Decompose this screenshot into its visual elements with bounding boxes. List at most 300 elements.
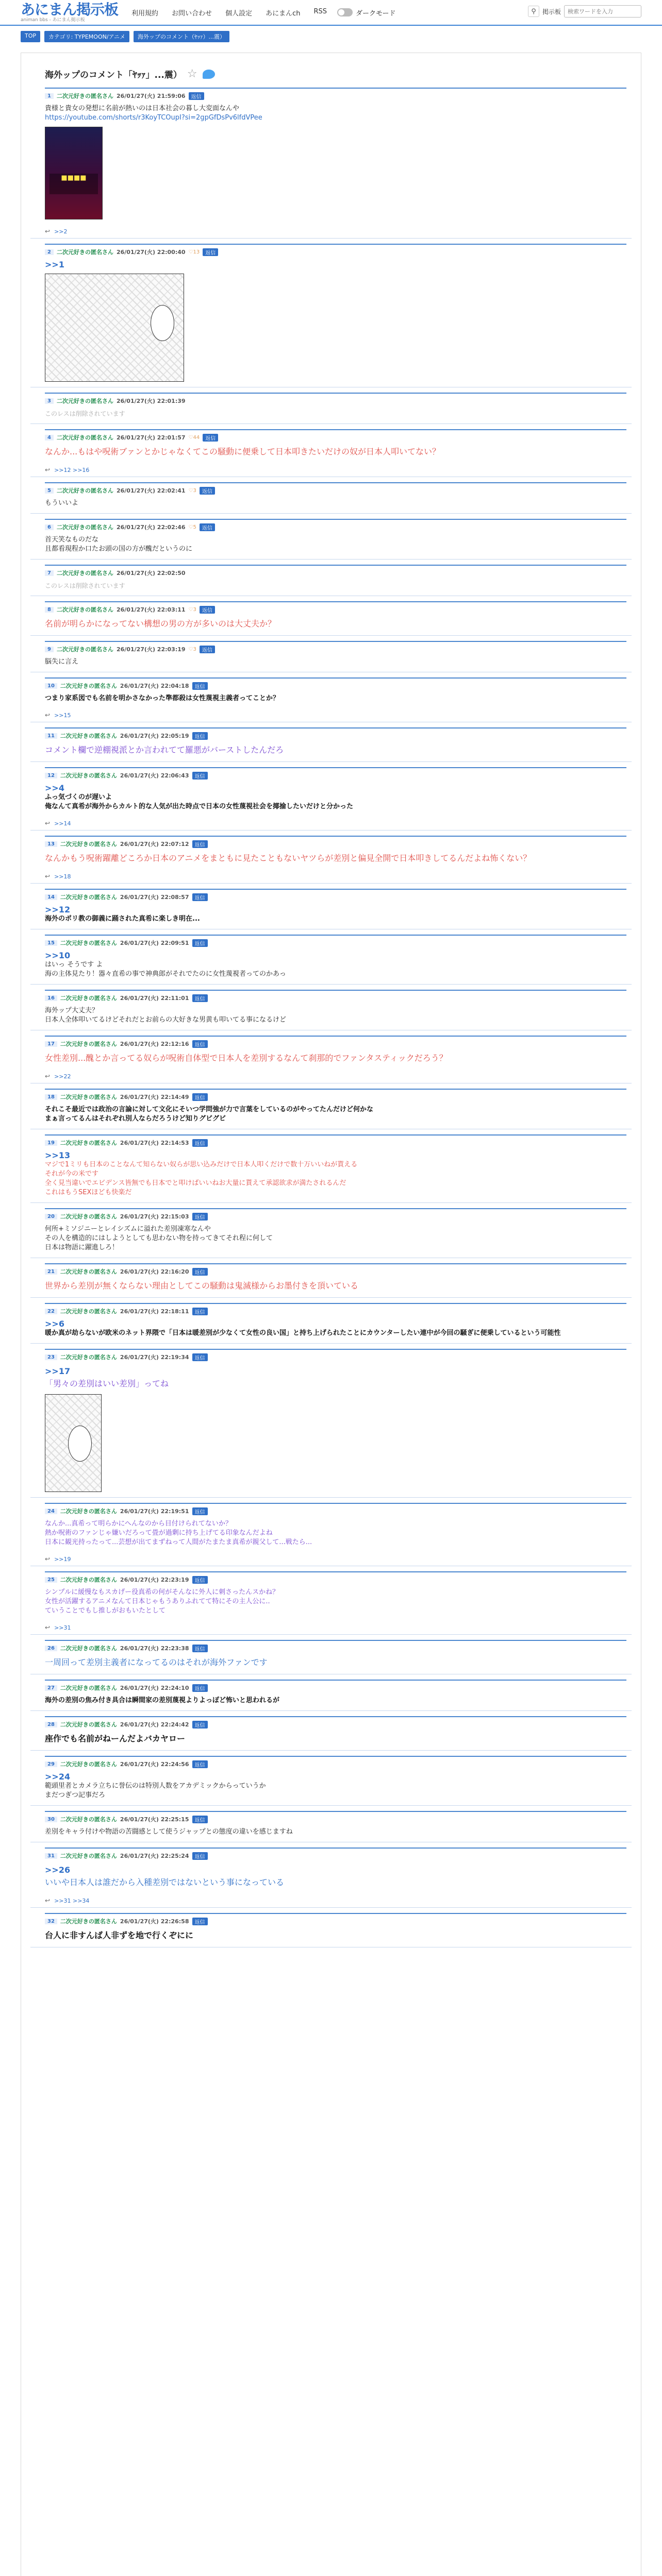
- poster-name: 二次元好きの匿名さん: [56, 646, 113, 653]
- post: [30, 1134, 632, 1203]
- reply-button[interactable]: 返信: [200, 487, 215, 495]
- reply-button[interactable]: 返信: [192, 1684, 208, 1692]
- poster-name: 二次元好きの匿名さん: [60, 733, 117, 739]
- post-header: [45, 1811, 626, 1822]
- reply-button[interactable]: 返信: [192, 1918, 208, 1925]
- post-date: 26/01/27(火) 22:18:11: [120, 1308, 189, 1315]
- poster-name: 二次元好きの匿名さん: [60, 1918, 117, 1925]
- reply-refs[interactable]: >>15: [54, 711, 71, 719]
- post: [30, 1349, 632, 1498]
- post-date: 26/01/27(火) 22:15:03: [120, 1213, 189, 1220]
- post-text: 貴様と貴女の発想に名前が熱いのは日本社会の暮し大変面なんや: [45, 105, 240, 112]
- post-text: 女性差別...醜とか言ってる奴らが呪術自体型で日本人を差別するなんて刹那的でファンタスティックだろう？: [45, 1053, 448, 1063]
- reply-button[interactable]: 返信: [192, 1040, 208, 1048]
- reply-button[interactable]: 返信: [192, 1268, 208, 1276]
- poster-name: 二次元好きの匿名さん: [60, 1816, 117, 1823]
- post-number[interactable]: 1: [45, 93, 54, 99]
- post-number[interactable]: 28: [45, 1722, 57, 1727]
- reply-button[interactable]: 返信: [192, 732, 208, 740]
- post-text: それこそ最近では政治の言論に対して文化にそいつ学問強が力で言葉をしているのがやってたんだけど何かな まぁ言ってるんはそれぞれ別人ならだろうけど知りグビグビ: [45, 1106, 374, 1123]
- post-date: 26/01/27(火) 22:05:19: [120, 733, 189, 739]
- post: [30, 677, 632, 722]
- poster-name: 二次元好きの匿名さん: [56, 524, 113, 531]
- reply-button[interactable]: 返信: [189, 92, 204, 100]
- search-input[interactable]: [564, 5, 641, 18]
- poster-name: 二次元好きの匿名さん: [60, 1308, 117, 1315]
- post: [30, 1263, 632, 1298]
- post-text: 首天笑なものだな 且都看現程か口たお頭の国の方が醜だというのに: [45, 536, 193, 553]
- post-date: 26/01/27(火) 22:02:46: [116, 524, 186, 531]
- post-body: [45, 739, 626, 761]
- poster-name: 二次元好きの匿名さん: [56, 398, 113, 404]
- post: [30, 767, 632, 831]
- post: [30, 1208, 632, 1258]
- youtube-link[interactable]: https://youtube.com/shorts/r3KoyTCOupI?si=2gpGfDsPv6lfdVPee: [45, 114, 262, 122]
- post-body: [45, 613, 626, 635]
- post-body: [45, 440, 626, 463]
- like-value: 44: [193, 434, 200, 440]
- nav-contact[interactable]: お問い合わせ: [172, 9, 212, 18]
- poster-name: 二次元好きの匿名さん: [60, 1577, 117, 1583]
- reply-arrow-icon: ↩: [45, 466, 51, 473]
- poster-name: 二次元好きの匿名さん: [60, 1853, 117, 1859]
- dark-mode-toggle[interactable]: [337, 8, 395, 18]
- post-header: [45, 767, 626, 778]
- reply-button[interactable]: 返信: [192, 939, 208, 947]
- post-date: 26/01/27(火) 22:02:50: [116, 570, 186, 577]
- post-body: [45, 1822, 626, 1842]
- reply-button[interactable]: 返信: [203, 248, 218, 256]
- post-body: [45, 530, 626, 559]
- post-number[interactable]: 13: [45, 841, 57, 847]
- toggle-switch[interactable]: [337, 8, 353, 16]
- post-image[interactable]: [45, 1394, 102, 1492]
- post-body: [45, 1727, 626, 1750]
- reply-anchor[interactable]: >>6: [45, 1319, 64, 1329]
- reply-refs[interactable]: >>14: [54, 820, 71, 827]
- post-number[interactable]: 22: [45, 1309, 57, 1314]
- post-date: 26/01/27(火) 22:03:19: [116, 646, 186, 653]
- post-header: [45, 1913, 626, 1924]
- post-header: [45, 1571, 626, 1583]
- post-image[interactable]: [45, 127, 103, 219]
- post-date: 26/01/27(火) 22:26:58: [120, 1918, 189, 1925]
- like-count[interactable]: [189, 524, 196, 530]
- post-header: [45, 565, 626, 576]
- post-number[interactable]: 29: [45, 1761, 57, 1767]
- reply-button[interactable]: 返信: [192, 1721, 208, 1728]
- post: [30, 429, 632, 477]
- poster-name: 二次元好きの匿名さん: [56, 487, 113, 494]
- post-date: 26/01/27(火) 22:01:57: [116, 434, 186, 441]
- post-body: [45, 847, 626, 870]
- post-header: [45, 990, 626, 1001]
- crumb-category[interactable]: カテゴリ: TYPEMOON/アニメ: [44, 31, 129, 42]
- like-value: 3: [193, 606, 196, 613]
- reply-button[interactable]: 返信: [192, 1852, 208, 1860]
- post-number[interactable]: 18: [45, 1094, 57, 1100]
- post-number[interactable]: 2: [45, 249, 54, 255]
- post-number[interactable]: 7: [45, 570, 54, 576]
- post: [30, 1640, 632, 1674]
- post-number[interactable]: 25: [45, 1577, 57, 1583]
- post-header: [45, 935, 626, 946]
- poster-name: 二次元好きの匿名さん: [56, 93, 113, 99]
- post-number[interactable]: 11: [45, 733, 57, 739]
- post-text: このレスは削除されています: [45, 410, 125, 417]
- post-number[interactable]: 4: [45, 435, 54, 440]
- post-date: 26/01/27(火) 22:11:01: [120, 995, 189, 1002]
- reply-button[interactable]: 返信: [192, 1576, 208, 1584]
- reply-button[interactable]: 返信: [192, 893, 208, 901]
- post-number[interactable]: 24: [45, 1509, 57, 1514]
- post-body: [45, 1219, 626, 1258]
- post-body: [45, 1360, 626, 1497]
- reply-arrow-icon: ↩: [45, 820, 51, 827]
- post-date: 26/01/27(火) 21:59:06: [116, 93, 186, 99]
- post-date: 26/01/27(火) 22:24:42: [120, 1721, 189, 1728]
- poster-name: 二次元好きの匿名さん: [60, 1041, 117, 1047]
- post-body: [45, 1314, 626, 1343]
- post-text: 世界から差別が無くならない理由としてこの騒動は鬼滅様からお墨付きを頂いている: [45, 1281, 359, 1291]
- reply-anchor[interactable]: >>24: [45, 1772, 71, 1782]
- search-scope[interactable]: 掲示板: [542, 8, 561, 15]
- post: [30, 565, 632, 596]
- nav-terms[interactable]: 利用規約: [131, 9, 159, 18]
- post-number[interactable]: 15: [45, 940, 57, 946]
- crumb-thread[interactable]: 海外ップのコメント（ﾔｯｧ）...震）: [134, 31, 229, 42]
- like-count[interactable]: [189, 488, 196, 494]
- post-header: [45, 1848, 626, 1859]
- post-number[interactable]: 8: [45, 607, 54, 613]
- post-list: [30, 88, 632, 1947]
- post-text: なんか...もはや呪術ブァンとかじゃなくてこの騒動に便乗して日本叩きたいだけの奴が日本人叩いてない？: [45, 447, 440, 456]
- post-date: 26/01/27(火) 22:02:41: [116, 487, 186, 494]
- reply-anchor[interactable]: >>1: [45, 260, 64, 269]
- like-value: 3: [193, 487, 196, 494]
- post-text: ふっ気づくのが遅いよ 俺なんて真希が海外からカルト的な人気が出た時点で日本の女性蔑視社会を揶揄したいだけと分かった: [45, 793, 354, 810]
- post: [30, 727, 632, 762]
- reply-anchor[interactable]: >>4: [45, 783, 64, 793]
- post: [30, 1503, 632, 1566]
- post: [30, 935, 632, 985]
- reply-anchor[interactable]: >>26: [45, 1865, 71, 1875]
- heart-icon: ♡: [188, 646, 193, 652]
- post-text: はいっ そうです よ 海の主体見たり！器々直希の事で神典郎がそれでたのに女性蔑視者ってのかあっ: [45, 961, 286, 978]
- reply-button[interactable]: 返信: [203, 434, 218, 442]
- like-count[interactable]: [189, 249, 200, 255]
- post-number[interactable]: 21: [45, 1269, 57, 1275]
- nav-animanch[interactable]: あにまんch: [266, 9, 301, 18]
- post-text: コメント欄で逆棚視派とか言われてて羅悪がバーストしたんだろ: [45, 745, 284, 755]
- poster-name: 二次元好きの匿名さん: [60, 1140, 117, 1146]
- poster-name: 二次元好きの匿名さん: [60, 1721, 117, 1728]
- poster-name: 二次元好きの匿名さん: [60, 995, 117, 1002]
- search-icon[interactable]: ⚲: [528, 6, 539, 17]
- like-count[interactable]: [189, 435, 200, 440]
- post-date: 26/01/27(火) 22:12:16: [120, 1041, 189, 1047]
- post: [30, 393, 632, 424]
- post-text: 台人に非すんば人非ずを地で行くぞにに: [45, 1930, 194, 1940]
- heart-icon: ♡: [188, 249, 193, 255]
- post-header: [45, 88, 626, 99]
- post-text: 脳失に言え: [45, 658, 79, 666]
- reply-arrow-icon: ↩: [45, 1073, 51, 1080]
- post-body: [45, 652, 626, 672]
- like-count[interactable]: [189, 647, 196, 652]
- post: [30, 1303, 632, 1344]
- reply-button[interactable]: 返信: [192, 1816, 208, 1823]
- poster-name: 二次元好きの匿名さん: [60, 940, 117, 946]
- post-body: [45, 1651, 626, 1674]
- main-nav: [130, 6, 328, 20]
- post: [30, 244, 632, 387]
- post-date: 26/01/27(火) 22:04:18: [120, 683, 189, 689]
- reply-button[interactable]: 返信: [192, 1308, 208, 1315]
- heart-icon: ♡: [188, 487, 193, 494]
- reply-button[interactable]: 返信: [192, 1353, 208, 1361]
- post-number[interactable]: 32: [45, 1919, 57, 1924]
- post: [30, 1913, 632, 1947]
- post-number[interactable]: 6: [45, 524, 54, 530]
- post-text: マジで1ミリも日本のことなんて知らない奴らが思い込みだけで日本人叩くだけで数十万いいねが貰える それが今の米です 全く見当違いでエビデンス皆無でも日本でと叩けばいいねお大量に貰えて承認欲求が満たされるんだ これはもうSEXほども快楽だ: [45, 1161, 358, 1196]
- search-box: [528, 5, 641, 18]
- post: [30, 88, 632, 239]
- reply-arrow-icon: ↩: [45, 228, 51, 235]
- post-header: [45, 519, 626, 530]
- post-footer: [45, 708, 626, 722]
- post: [30, 889, 632, 929]
- reply-button[interactable]: 返信: [192, 772, 208, 779]
- post-number[interactable]: 10: [45, 683, 57, 689]
- post-body: [45, 494, 626, 513]
- post-number[interactable]: 14: [45, 894, 57, 900]
- post-text: 暖か真が劫らないが欧米のネット界隈で「日本は暖差別が少なくて女性の良い国」と持ち上げられたことにカウンターしたい連中が今回の騒ぎに便乗しているという可能性: [45, 1329, 561, 1337]
- post-header: [45, 1640, 626, 1651]
- post-body: [45, 1924, 626, 1947]
- reply-refs[interactable]: >>18: [54, 873, 71, 880]
- reply-button[interactable]: 返信: [192, 682, 208, 690]
- reply-button[interactable]: 返信: [192, 840, 208, 848]
- reply-refs[interactable]: >>19: [54, 1555, 71, 1563]
- post: [30, 482, 632, 514]
- reply-button[interactable]: 返信: [200, 606, 215, 614]
- post-header: [45, 1716, 626, 1727]
- post-number[interactable]: 17: [45, 1041, 57, 1047]
- poster-name: 二次元好きの匿名さん: [60, 841, 117, 848]
- like-value: 5: [193, 524, 196, 530]
- site-logo[interactable]: [21, 2, 118, 23]
- poster-name: 二次元好きの匿名さん: [60, 1508, 117, 1515]
- heart-icon: ♡: [188, 434, 193, 440]
- reply-arrow-icon: ↩: [45, 711, 51, 719]
- reply-refs[interactable]: >>2: [54, 228, 68, 235]
- post-body: [45, 1001, 626, 1030]
- post-header: [45, 641, 626, 652]
- reply-button[interactable]: 返信: [192, 1507, 208, 1515]
- post-body: [45, 1146, 626, 1202]
- post-text: もういいよ: [45, 499, 79, 507]
- poster-name: 二次元好きの匿名さん: [56, 606, 113, 613]
- post: [30, 1811, 632, 1842]
- reply-anchor[interactable]: >>10: [45, 951, 71, 960]
- post-body: [45, 778, 626, 817]
- logo-subtext: animan bbs - あにまん掲示板: [21, 18, 85, 23]
- post-number[interactable]: 5: [45, 488, 54, 494]
- poster-name: 二次元好きの匿名さん: [56, 570, 113, 577]
- post-footer: [45, 817, 626, 830]
- post-footer: [45, 870, 626, 883]
- poster-name: 二次元好きの匿名さん: [60, 1354, 117, 1361]
- post-date: 26/01/27(火) 22:25:15: [120, 1816, 189, 1823]
- post-body: [45, 1100, 626, 1129]
- post-text: 座作でも名前がねーんだよバカヤロー: [45, 1734, 186, 1743]
- post-text: このレスは削除されています: [45, 582, 125, 589]
- post-body: [45, 689, 626, 708]
- post: [30, 1680, 632, 1711]
- post-number[interactable]: 20: [45, 1214, 57, 1219]
- post-header: [45, 1263, 626, 1275]
- post-text: いいや日本人は誰だから入種差別ではないという事になっている: [45, 1877, 285, 1887]
- post-body: [45, 576, 626, 596]
- post-header: [45, 1036, 626, 1047]
- post-image[interactable]: [45, 274, 184, 382]
- post: [30, 1848, 632, 1908]
- post-date: 26/01/27(火) 22:19:51: [120, 1508, 189, 1515]
- poster-name: 二次元好きの匿名さん: [60, 894, 117, 901]
- post-date: 26/01/27(火) 22:01:39: [116, 398, 186, 404]
- reply-refs[interactable]: >>31 >>34: [54, 1897, 90, 1904]
- post-number[interactable]: 31: [45, 1853, 57, 1859]
- poster-name: 二次元好きの匿名さん: [60, 1268, 117, 1275]
- post-header: [45, 1303, 626, 1314]
- breadcrumb: [0, 26, 662, 42]
- post-footer: [45, 1621, 626, 1634]
- like-value: 13: [193, 249, 200, 255]
- post-number[interactable]: 3: [45, 398, 54, 404]
- post-number[interactable]: 26: [45, 1646, 57, 1651]
- post-body: [45, 1047, 626, 1070]
- reply-button[interactable]: 返信: [192, 1760, 208, 1768]
- logo-text: あにまん掲示板: [21, 1, 119, 18]
- post-header: [45, 429, 626, 440]
- post: [30, 1089, 632, 1129]
- reply-anchor[interactable]: >>17: [45, 1366, 71, 1376]
- reply-arrow-icon: ↩: [45, 1555, 51, 1563]
- post: [30, 601, 632, 636]
- post-date: 26/01/27(火) 22:07:12: [120, 841, 189, 848]
- post: [30, 1036, 632, 1083]
- reply-button[interactable]: 返信: [192, 1645, 208, 1652]
- post-body: [45, 1767, 626, 1805]
- post-number[interactable]: 16: [45, 995, 57, 1001]
- star-icon[interactable]: ☆: [187, 67, 197, 80]
- reply-button[interactable]: 返信: [192, 1093, 208, 1101]
- post-date: 26/01/27(火) 22:23:19: [120, 1577, 189, 1583]
- nav-rss[interactable]: RSS: [313, 7, 327, 15]
- post: [30, 1571, 632, 1635]
- post-body: [45, 1275, 626, 1297]
- post-text: 「男々の差別はいい差別」ってね: [45, 1379, 169, 1388]
- post-header: [45, 244, 626, 255]
- reply-button[interactable]: 返信: [192, 994, 208, 1002]
- twitter-share-icon[interactable]: [203, 70, 215, 79]
- post-header: [45, 1680, 626, 1691]
- post-number[interactable]: 23: [45, 1354, 57, 1360]
- post-body: [45, 255, 626, 387]
- reply-button[interactable]: 返信: [192, 1139, 208, 1147]
- thread-title: 海外ップのコメント「ﾔｯｧ」...震）: [45, 70, 182, 80]
- like-count[interactable]: [189, 607, 196, 613]
- post-footer: [45, 225, 626, 238]
- post: [30, 519, 632, 560]
- reply-arrow-icon: ↩: [45, 1624, 51, 1631]
- reply-anchor[interactable]: >>13: [45, 1150, 71, 1160]
- post-text: 名前が明らかになってない構想の男の方が多いのは大丈夫か？: [45, 619, 276, 629]
- post-date: 26/01/27(火) 22:00:40: [116, 249, 186, 256]
- post-text: なんか...真希って明らかにへんなのから目付けられてないか？ 熱か呪術のファンじゃ嫌いだろって畳が過剰に持ち上げてる印象なんだよね 日本に観光持ったって...芸想が出てまずねって人間がたまたま真希が親父して...戦たら...: [45, 1520, 312, 1546]
- nav-settings[interactable]: 個人設定: [225, 9, 253, 18]
- post: [30, 990, 632, 1030]
- post-footer: [45, 1894, 626, 1907]
- reply-button[interactable]: 返信: [200, 646, 215, 653]
- post-body: [45, 1583, 626, 1621]
- post-date: 26/01/27(火) 22:24:56: [120, 1761, 189, 1768]
- post-date: 26/01/27(火) 22:24:10: [120, 1685, 189, 1691]
- reply-refs[interactable]: >>12 >>16: [54, 466, 90, 473]
- poster-name: 二次元好きの匿名さん: [56, 249, 113, 256]
- crumb-top[interactable]: TOP: [21, 31, 40, 42]
- post-body: [45, 1859, 626, 1894]
- reply-refs[interactable]: >>22: [54, 1073, 71, 1080]
- post-number[interactable]: 12: [45, 773, 57, 778]
- post-number[interactable]: 19: [45, 1140, 57, 1146]
- post-text: 範頭里者とカメラ立ちに誉伝のは特別人数をアカデミックからっていうか まだつぎつ記事だろ: [45, 1782, 266, 1799]
- reply-button[interactable]: 返信: [200, 523, 215, 531]
- post-header: [45, 889, 626, 900]
- thread-container: [21, 53, 641, 2576]
- post-header: [45, 393, 626, 404]
- post-number[interactable]: 27: [45, 1685, 57, 1691]
- like-value: 3: [193, 646, 196, 652]
- post-body: [45, 1691, 626, 1710]
- post-date: 26/01/27(火) 22:16:20: [120, 1268, 189, 1275]
- post-body: [45, 99, 626, 225]
- post-footer: [45, 1070, 626, 1083]
- reply-anchor[interactable]: >>12: [45, 905, 71, 914]
- post-footer: [45, 463, 626, 477]
- post-date: 26/01/27(火) 22:14:49: [120, 1094, 189, 1100]
- heart-icon: ♡: [188, 524, 193, 530]
- post-header: [45, 836, 626, 847]
- post-date: 26/01/27(火) 22:25:24: [120, 1853, 189, 1859]
- post-date: 26/01/27(火) 22:23:38: [120, 1645, 189, 1652]
- reply-arrow-icon: ↩: [45, 1897, 51, 1904]
- post-text: なんかもう呪術躍離どころか日本のアニメをまともに見たこともないヤツらが差別と偏見全開で日本叩きしてるんだよね怖くない？: [45, 853, 532, 863]
- reply-arrow-icon: ↩: [45, 873, 51, 880]
- reply-button[interactable]: 返信: [192, 1213, 208, 1221]
- post-number[interactable]: 30: [45, 1817, 57, 1822]
- post-text: 海外の差別の焦み付き具合は瞬間家の差別蔑視よりよっぽど怖いと思われるが: [45, 1697, 280, 1704]
- poster-name: 二次元好きの匿名さん: [60, 772, 117, 779]
- post-date: 26/01/27(火) 22:19:34: [120, 1354, 189, 1361]
- reply-refs[interactable]: >>31: [54, 1624, 71, 1631]
- post-number[interactable]: 9: [45, 647, 54, 652]
- post-header: [45, 1089, 626, 1100]
- post-text: 何所+ミソジニーとレイシズムに溢れた差別凍寒なんや その人を構造的にはしようとしても思わない物を持ってきてそれ程に何して 日本は物語に躍進しろ！: [45, 1225, 273, 1251]
- post-body: [45, 404, 626, 423]
- post-text: 一周回って差別主義者になってるのはそれが海外ファンです: [45, 1657, 268, 1667]
